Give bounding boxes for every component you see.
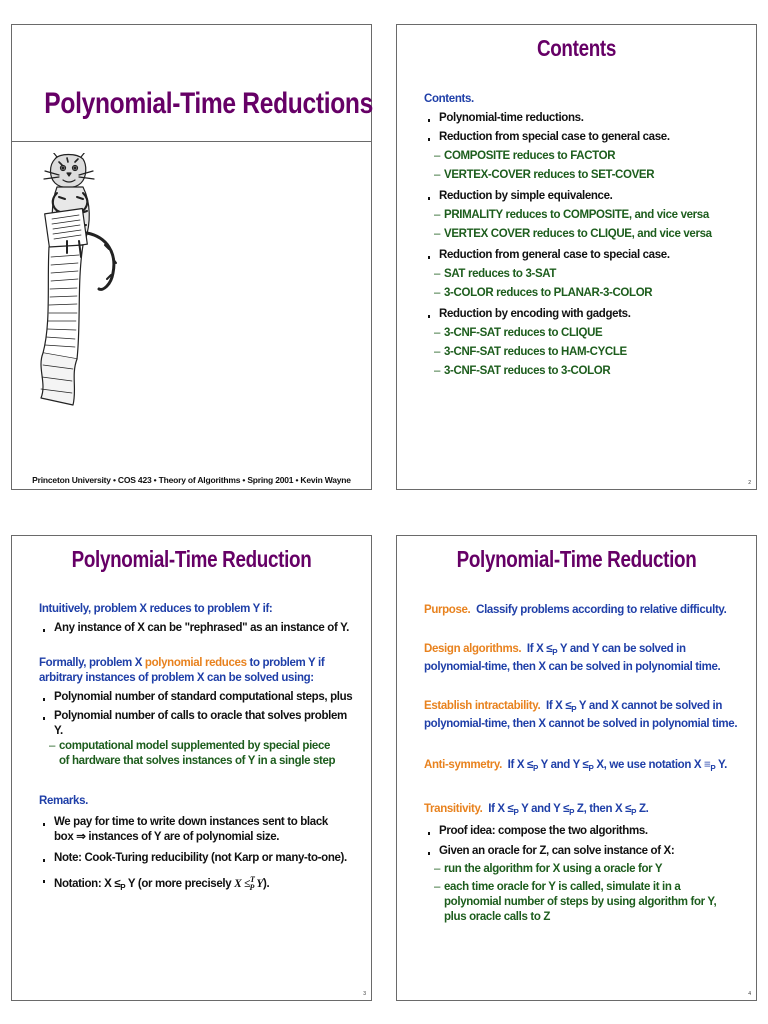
trans-sub1: P (513, 808, 519, 817)
remark-2: Note: Cook-Turing reducibility (not Karp or many-to-one). (39, 851, 357, 866)
intractability-para (424, 699, 742, 732)
trans-c: Z, then X ≤ (574, 803, 632, 815)
trans-item-2: Given an oracle for Z, can solve instance of X: (424, 844, 742, 859)
slide-title-heading: Polynomial-Time Reductions (44, 87, 373, 120)
antisymmetry-para (424, 758, 742, 776)
slide-footer: Princeton University • COS 423 • Theory of Algorithms • Spring 2001 • Kevin Wayne (32, 475, 351, 485)
remark-1: We pay for time to write down instances sent to black box ⇒ instances of Y are of polynomial size. (39, 815, 357, 845)
contents-subitem: – 3-CNF-SAT reduces to HAM-CYCLE (424, 345, 742, 360)
contents-subitem: – 3-CNF-SAT reduces to 3-COLOR (424, 364, 742, 379)
slide-reduction-heading: Polynomial-Time Reduction (71, 546, 312, 572)
intuitive-heading: Intuitively, problem X reduces to problem Y if: (39, 603, 273, 615)
anti-a: If X ≤ (507, 759, 533, 771)
anti-sub1: P (532, 764, 538, 773)
formal-item-2: Polynomial number of calls to oracle that solves problem Y. (39, 709, 357, 739)
intract-sub: P (571, 705, 577, 714)
contents-item: Reduction by encoding with gadgets. (424, 307, 742, 322)
design-label: Design algorithms. (424, 643, 522, 655)
contents-subitem: – PRIMALITY reduces to COMPOSITE, and vice versa (424, 208, 742, 223)
purpose-para (424, 603, 742, 618)
trans-b: Y and Y ≤ (518, 803, 570, 815)
trans-sub-1: – run the algorithm for X using a oracle for Y (424, 862, 742, 877)
remark3-pre: Notation: X ≤ (54, 877, 121, 890)
formula-sup: T (249, 875, 255, 884)
design-b: Y and Y can be solved in polynomial-time, then X can be solved in polynomial time. (424, 643, 721, 673)
purpose-label: Purpose. (424, 604, 471, 616)
remark3-mid: Y (or more precisely (125, 877, 235, 890)
anti-sub2: P (588, 764, 594, 773)
slide-uses-heading: Polynomial-Time Reduction (456, 546, 697, 572)
uses-body (424, 603, 742, 925)
slide-reduction-uses (396, 535, 757, 1001)
design-sub: P (552, 648, 558, 657)
slide-reduction-definition (11, 535, 372, 1001)
tiger-scroll-illustration (37, 153, 137, 408)
anti-b: Y and Y ≤ (537, 759, 589, 771)
design-para (424, 642, 742, 675)
contents-list (424, 111, 742, 379)
trans-sub-2: – each time oracle for Y is called, simulate it in a polynomial number of steps by using algorithm for Y, plus oracle calls to Z (424, 880, 742, 925)
formal-sub: – computational model supplemented by special piece of hardware that solves instances of Y in a single step (39, 739, 357, 769)
purpose-text: Classify problems according to relative difficulty. (476, 604, 727, 616)
trans-sub2: P (569, 808, 575, 817)
slide-title (11, 24, 372, 490)
formal-pre: Formally, problem X (39, 657, 145, 669)
remark3-sub: P (120, 882, 126, 892)
formula-post: Y (254, 877, 264, 890)
contents-item: Reduction from special case to general case. (424, 130, 742, 145)
contents-body (424, 92, 742, 385)
remark-3 (39, 872, 357, 895)
contents-subitem: – COMPOSITE reduces to FACTOR (424, 149, 742, 164)
intract-b: Y and X cannot be solved in polynomial-time, then X cannot be solved in polynomial time. (424, 700, 738, 730)
trans-item-1: Proof idea: compose the two algorithms. (424, 824, 742, 839)
page-number: 4 (748, 991, 751, 997)
contents-subitem: – VERTEX-COVER reduces to SET-COVER (424, 168, 742, 183)
page-number: 3 (363, 991, 366, 997)
formal-definition (39, 656, 357, 686)
slide-contents-heading: Contents (536, 35, 617, 61)
page-number: 2 (748, 480, 751, 486)
intract-a: If X ≤ (546, 700, 572, 712)
design-a: If X ≤ (526, 643, 553, 655)
transitivity-para (424, 802, 742, 820)
formal-item-1: Polynomial number of standard computational steps, plus (39, 690, 357, 705)
anti-c: X, we use notation X ≡ (593, 759, 711, 771)
formal-highlight: polynomial reduces (144, 657, 247, 669)
contents-item: Reduction by simple equivalence. (424, 189, 742, 204)
anti-label: Anti-symmetry. (424, 759, 502, 771)
title-divider (12, 141, 371, 142)
formal-post: to problem Y if arbitrary instances of problem X can be solved using: (39, 657, 325, 684)
contents-item: Polynomial-time reductions. (424, 111, 742, 126)
contents-subitem: – 3-CNF-SAT reduces to CLIQUE (424, 326, 742, 341)
intract-label: Establish intractability. (424, 700, 541, 712)
contents-item: Reduction from general case to special case. (424, 248, 742, 263)
contents-subitem: – 3-COLOR reduces to PLANAR-3-COLOR (424, 286, 742, 301)
anti-sub3: P (710, 764, 716, 773)
remark3-formula (234, 875, 264, 892)
trans-d: Z. (636, 803, 649, 815)
formula-le: X ≤ (234, 877, 250, 890)
anti-d: Y. (715, 759, 727, 771)
definition-body (39, 602, 357, 895)
contents-subitem: – VERTEX COVER reduces to CLIQUE, and vice versa (424, 227, 742, 242)
trans-label: Transitivity. (424, 803, 483, 815)
contents-label: Contents. (424, 93, 474, 105)
trans-sub3: P (631, 808, 637, 817)
trans-a: If X ≤ (488, 803, 514, 815)
contents-subitem: – SAT reduces to 3-SAT (424, 267, 742, 282)
remarks-heading: Remarks. (39, 795, 88, 807)
slide-contents (396, 24, 757, 490)
formula-sub: P (249, 882, 255, 892)
intuitive-item: Any instance of X can be "rephrased" as an instance of Y. (39, 621, 357, 636)
remark3-post: ). (263, 877, 270, 890)
